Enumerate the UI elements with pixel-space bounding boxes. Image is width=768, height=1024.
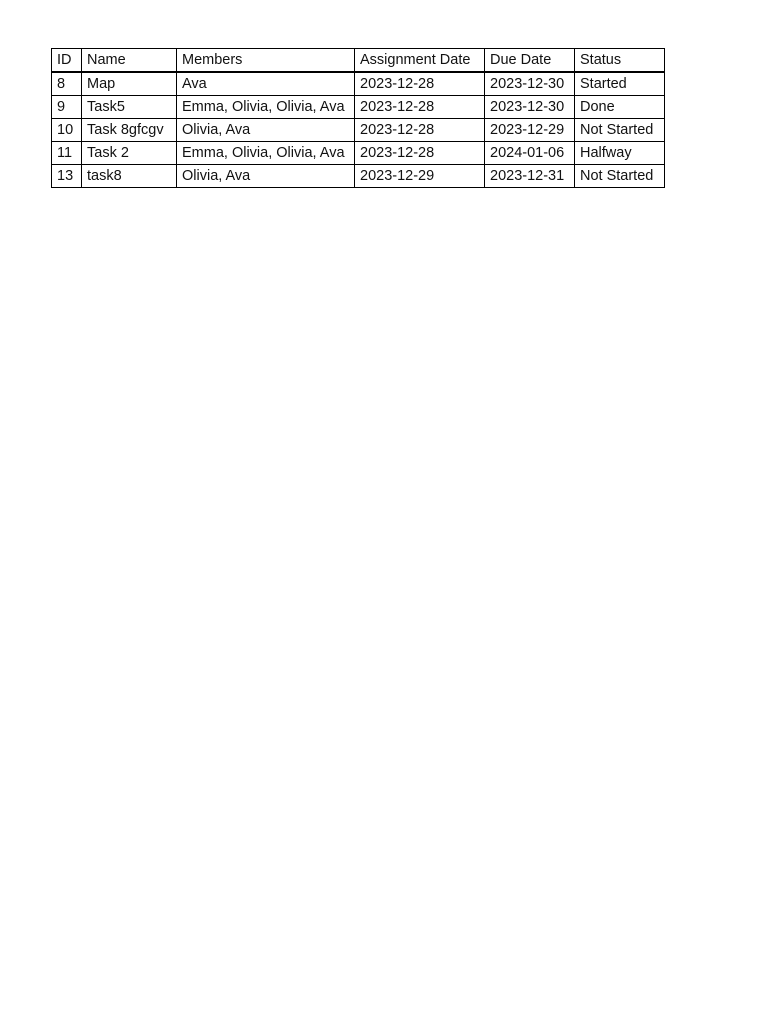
cell-due-date: 2023-12-30 bbox=[485, 96, 575, 119]
cell-name: Task 8gfcgv bbox=[82, 119, 177, 142]
cell-members: Emma, Olivia, Olivia, Ava bbox=[177, 96, 355, 119]
cell-id: 9 bbox=[52, 96, 82, 119]
cell-name: task8 bbox=[82, 165, 177, 188]
cell-id: 11 bbox=[52, 142, 82, 165]
cell-id: 10 bbox=[52, 119, 82, 142]
cell-status: Not Started bbox=[575, 119, 665, 142]
cell-due-date: 2024-01-06 bbox=[485, 142, 575, 165]
cell-assignment-date: 2023-12-28 bbox=[355, 96, 485, 119]
cell-assignment-date: 2023-12-29 bbox=[355, 165, 485, 188]
cell-status: Started bbox=[575, 72, 665, 96]
cell-due-date: 2023-12-29 bbox=[485, 119, 575, 142]
cell-name: Map bbox=[82, 72, 177, 96]
cell-name: Task 2 bbox=[82, 142, 177, 165]
cell-assignment-date: 2023-12-28 bbox=[355, 142, 485, 165]
cell-name: Task5 bbox=[82, 96, 177, 119]
header-id: ID bbox=[52, 49, 82, 73]
cell-members: Olivia, Ava bbox=[177, 119, 355, 142]
cell-assignment-date: 2023-12-28 bbox=[355, 72, 485, 96]
cell-due-date: 2023-12-31 bbox=[485, 165, 575, 188]
cell-id: 8 bbox=[52, 72, 82, 96]
header-due-date: Due Date bbox=[485, 49, 575, 73]
cell-members: Emma, Olivia, Olivia, Ava bbox=[177, 142, 355, 165]
header-name: Name bbox=[82, 49, 177, 73]
table-row bbox=[52, 72, 665, 96]
table-row bbox=[52, 142, 665, 165]
cell-status: Done bbox=[575, 96, 665, 119]
header-assignment-date: Assignment Date bbox=[355, 49, 485, 73]
header-status: Status bbox=[575, 49, 665, 73]
tasks-table bbox=[51, 48, 665, 188]
cell-status: Not Started bbox=[575, 165, 665, 188]
cell-due-date: 2023-12-30 bbox=[485, 72, 575, 96]
table-row bbox=[52, 119, 665, 142]
cell-assignment-date: 2023-12-28 bbox=[355, 119, 485, 142]
cell-id: 13 bbox=[52, 165, 82, 188]
table-row bbox=[52, 96, 665, 119]
table-row bbox=[52, 165, 665, 188]
cell-members: Olivia, Ava bbox=[177, 165, 355, 188]
table-header-row bbox=[52, 49, 665, 73]
cell-members: Ava bbox=[177, 72, 355, 96]
header-members: Members bbox=[177, 49, 355, 73]
cell-status: Halfway bbox=[575, 142, 665, 165]
